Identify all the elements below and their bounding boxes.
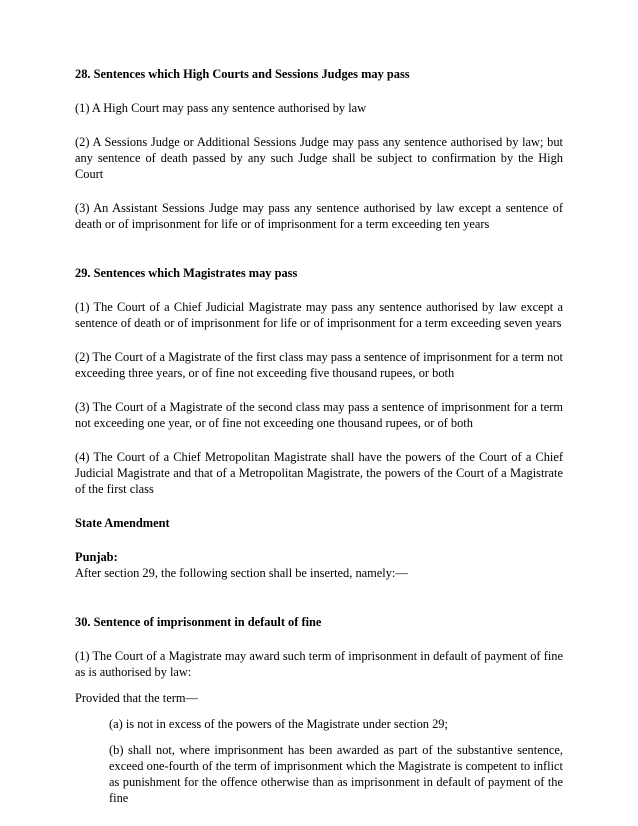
section-30-proviso: Provided that the term— [75,691,198,705]
state-amendment-heading: State Amendment [75,516,170,530]
section-30-proviso-a: (a) is not in excess of the powers of the Magistrate under section 29; [109,717,448,731]
section-30-proviso-b: (b) shall not, where imprisonment has been awarded as part of the substantive sentence, exceed one-fourth of the term of imprisonment which the Magistrate is competent to inflict as punishment for the offence otherwise than as imprisonment in default of payment of the fine [109,743,563,805]
section-29-heading: 29. Sentences which Magistrates may pass [75,266,298,280]
document-body [75,66,563,806]
section-29-clause-2: (2) The Court of a Magistrate of the first class may pass a sentence of imprisonment for a term not exceeding three years, or of fine not exceeding five thousand rupees, or both [75,350,563,380]
section-28-clause-2: (2) A Sessions Judge or Additional Sessions Judge may pass any sentence authorised by law; but any sentence of death passed by any such Judge shall be subject to confirmation by the High Court [75,135,563,181]
section-29-clause-3: (3) The Court of a Magistrate of the second class may pass a sentence of imprisonment for a term not exceeding one year, or of fine not exceeding one thousand rupees, or of both [75,400,563,430]
state-amendment-state: Punjab: [75,550,118,564]
section-29-clause-1: (1) The Court of a Chief Judicial Magistrate may pass any sentence authorised by law except a sentence of death or of imprisonment for life or of imprisonment for a term exceeding seven years [75,300,563,330]
state-amendment-text: After section 29, the following section shall be inserted, namely:— [75,566,408,580]
section-28-clause-1: (1) A High Court may pass any sentence authorised by law [75,101,367,115]
section-28-heading: 28. Sentences which High Courts and Sessions Judges may pass [75,67,410,81]
section-28-clause-3: (3) An Assistant Sessions Judge may pass any sentence authorised by law except a sentence of death or of imprisonment for life or of imprisonment for a term exceeding ten years [75,201,563,231]
section-30-heading: 30. Sentence of imprisonment in default of fine [75,615,322,629]
section-30-clause-1: (1) The Court of a Magistrate may award such term of imprisonment in default of payment of fine as is authorised by law: [75,649,563,679]
section-29-clause-4: (4) The Court of a Chief Metropolitan Magistrate shall have the powers of the Court of a Chief Judicial Magistrate and that of a Metropolitan Magistrate, the powers of the Court of a Magistrate of the first class [75,450,563,496]
